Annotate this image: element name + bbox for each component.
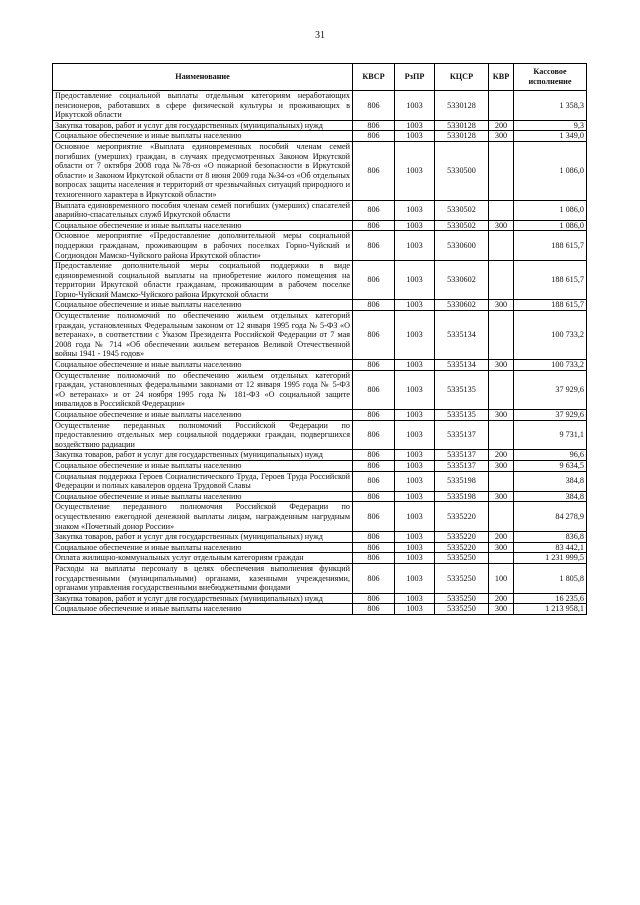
row-rzpr: 1003 (395, 261, 435, 300)
row-kvsr: 806 (353, 553, 395, 564)
header-cash: Кассовое исполнение (514, 64, 587, 91)
row-name: Осуществление полномочий по обеспечению жильем отдельных категорий граждан, установленных федеральными законами от 12 января 1995 года № 5-ФЗ «О ветеранах» и от 24 ноября 1995 года № 181-ФЗ «О социальной защите инвалидов в Российской Федерации» (53, 370, 353, 409)
row-kvr (489, 311, 514, 360)
row-kcsr: 5335220 (435, 542, 489, 553)
row-amount: 100 733,2 (514, 311, 587, 360)
row-rzpr: 1003 (395, 563, 435, 593)
row-kcsr: 5335137 (435, 420, 489, 450)
row-amount: 384,8 (514, 471, 587, 491)
row-kcsr: 5335137 (435, 450, 489, 461)
row-kvr (489, 471, 514, 491)
row-kvr: 200 (489, 532, 514, 543)
row-name: Закупка товаров, работ и услуг для государственных (муниципальных) нужд (53, 593, 353, 604)
row-kvr (489, 553, 514, 564)
row-kcsr: 5335198 (435, 491, 489, 502)
row-kvsr: 806 (353, 450, 395, 461)
row-kvsr: 806 (353, 120, 395, 131)
row-amount: 1 349,0 (514, 131, 587, 142)
row-name: Расходы на выплаты персоналу в целях обеспечения выполнения функций государственными (муниципальными) органами, казенными учреждениями, органами управления государственными внебюджетными фондами (53, 563, 353, 593)
row-amount: 188 615,7 (514, 231, 587, 261)
row-amount: 9 731,1 (514, 420, 587, 450)
row-kvsr: 806 (353, 261, 395, 300)
row-rzpr: 1003 (395, 370, 435, 409)
row-kcsr: 5335250 (435, 604, 489, 615)
row-rzpr: 1003 (395, 542, 435, 553)
row-kcsr: 5335250 (435, 563, 489, 593)
row-rzpr: 1003 (395, 200, 435, 220)
row-rzpr: 1003 (395, 131, 435, 142)
row-kvr: 300 (489, 542, 514, 553)
row-name: Предоставление дополнительной меры социальной поддержки в виде единовременной социальной выплаты на приобретение жилого помещения на территории Иркутской области гражданам, проживающим в рабочем поселке Горно-Чуйский Мамско-Чуйского района Иркутской области (53, 261, 353, 300)
row-name: Осуществление переданных полномочий Российской Федерации по предоставлению отдельных мер социальной поддержки граждан, подвергшихся воздействию радиации (53, 420, 353, 450)
row-kvr: 300 (489, 131, 514, 142)
row-name: Социальное обеспечение и иные выплаты населению (53, 410, 353, 421)
row-kvsr: 806 (353, 231, 395, 261)
table-row (53, 370, 587, 409)
row-name: Выплата единовременного пособия членам семей погибших (умерших) спасателей аварийно-спасательных служб Иркутской области (53, 200, 353, 220)
table-row (53, 420, 587, 450)
row-name: Осуществление переданного полномочия Российской Федерации по осуществлению ежегодной денежной выплаты лицам, награжденным нагрудным знаком «Почетный донор России» (53, 502, 353, 532)
table-row (53, 593, 587, 604)
row-amount: 83 442,1 (514, 542, 587, 553)
row-kcsr: 5335135 (435, 410, 489, 421)
row-kvsr: 806 (353, 311, 395, 360)
table-row (53, 360, 587, 371)
row-rzpr: 1003 (395, 120, 435, 131)
header-kcsr: КЦСР (435, 64, 489, 91)
row-kcsr: 5330128 (435, 91, 489, 121)
row-rzpr: 1003 (395, 91, 435, 121)
row-amount: 37 929,6 (514, 370, 587, 409)
row-amount: 836,8 (514, 532, 587, 543)
row-kcsr: 5335220 (435, 532, 489, 543)
row-kvsr: 806 (353, 460, 395, 471)
table-row (53, 471, 587, 491)
table-row (53, 200, 587, 220)
row-kvr (489, 502, 514, 532)
row-name: Социальное обеспечение и иные выплаты населению (53, 542, 353, 553)
row-kvsr: 806 (353, 491, 395, 502)
row-kvr: 300 (489, 410, 514, 421)
row-kcsr: 5330502 (435, 200, 489, 220)
table-row (53, 532, 587, 543)
table-header-row (53, 64, 587, 91)
table-row (53, 220, 587, 231)
row-amount: 1 086,0 (514, 220, 587, 231)
row-name: Осуществление полномочий по обеспечению жильем отдельных категорий граждан, установленных Федеральным законом от 12 января 1995 года № 5-ФЗ «О ветеранах», в соответствии с Указом Президента Российской Федерации от 7 мая 2008 года № 714 «Об обеспечении жильем ветеранов Великой Отечественной войны 1941 - 1945 годов» (53, 311, 353, 360)
row-name: Предоставление социальной выплаты отдельным категориям неработающих пенсионеров, работавших в сфере физической культуры и проживающих в Иркутской области (53, 91, 353, 121)
table-row (53, 91, 587, 121)
row-name: Оплата жилищно-коммунальных услуг отдельным категориям граждан (53, 553, 353, 564)
row-rzpr: 1003 (395, 231, 435, 261)
row-name: Закупка товаров, работ и услуг для государственных (муниципальных) нужд (53, 450, 353, 461)
budget-table (52, 63, 587, 615)
row-kvsr: 806 (353, 91, 395, 121)
row-kvsr: 806 (353, 131, 395, 142)
row-kcsr: 5330600 (435, 231, 489, 261)
row-kvr: 200 (489, 120, 514, 131)
row-name: Социальное обеспечение и иные выплаты населению (53, 491, 353, 502)
row-kvr: 300 (489, 460, 514, 471)
row-kvr (489, 200, 514, 220)
row-kcsr: 5335220 (435, 502, 489, 532)
row-rzpr: 1003 (395, 604, 435, 615)
row-amount: 1 086,0 (514, 141, 587, 200)
row-name: Основное мероприятие «Выплата единовременных пособий членам семей погибших (умерших) граждан, в случаях предусмотренных Законом Иркутской области от 7 октября 2008 года №78-оз «О пожарной безопасности в Иркутской области» и Законом Иркутской области от 8 июня 2009 года №34-оз «Об отдельных вопросах защиты населения и территорий от чрезвычайных ситуаций природного и техногенного характера в Иркутской области» (53, 141, 353, 200)
row-amount: 1 086,0 (514, 200, 587, 220)
row-kvr: 300 (489, 360, 514, 371)
row-rzpr: 1003 (395, 553, 435, 564)
row-name: Закупка товаров, работ и услуг для государственных (муниципальных) нужд (53, 532, 353, 543)
table-row (53, 491, 587, 502)
row-name: Социальная поддержка Героев Социалистического Труда, Героев Труда Российской Федерации и полных кавалеров ордена Трудовой Славы (53, 471, 353, 491)
row-rzpr: 1003 (395, 300, 435, 311)
row-rzpr: 1003 (395, 450, 435, 461)
table-row (53, 542, 587, 553)
row-rzpr: 1003 (395, 460, 435, 471)
row-amount: 9,3 (514, 120, 587, 131)
row-kcsr: 5330500 (435, 141, 489, 200)
table-row (53, 120, 587, 131)
row-rzpr: 1003 (395, 502, 435, 532)
row-kvr (489, 141, 514, 200)
row-kvsr: 806 (353, 370, 395, 409)
table-row (53, 553, 587, 564)
row-kvr: 300 (489, 300, 514, 311)
row-kcsr: 5335250 (435, 553, 489, 564)
table-row (53, 311, 587, 360)
row-kvr (489, 91, 514, 121)
row-name: Закупка товаров, работ и услуг для государственных (муниципальных) нужд (53, 120, 353, 131)
row-rzpr: 1003 (395, 311, 435, 360)
row-rzpr: 1003 (395, 141, 435, 200)
row-kvr: 200 (489, 450, 514, 461)
table-row (53, 450, 587, 461)
row-kvsr: 806 (353, 200, 395, 220)
row-kvsr: 806 (353, 542, 395, 553)
row-amount: 188 615,7 (514, 300, 587, 311)
row-rzpr: 1003 (395, 593, 435, 604)
row-name: Социальное обеспечение и иные выплаты населению (53, 131, 353, 142)
row-amount: 1 231 999,5 (514, 553, 587, 564)
row-kvr (489, 370, 514, 409)
header-name: Наименование (53, 64, 353, 91)
header-rzpr: РзПР (395, 64, 435, 91)
row-amount: 1 213 958,1 (514, 604, 587, 615)
row-kvr: 300 (489, 491, 514, 502)
row-kcsr: 5330128 (435, 120, 489, 131)
row-kcsr: 5335198 (435, 471, 489, 491)
row-kcsr: 5335137 (435, 460, 489, 471)
table-row (53, 460, 587, 471)
table-row (53, 131, 587, 142)
row-kvsr: 806 (353, 604, 395, 615)
table-row (53, 410, 587, 421)
row-kvsr: 806 (353, 532, 395, 543)
table-row (53, 300, 587, 311)
row-kvsr: 806 (353, 593, 395, 604)
header-kvr: КВР (489, 64, 514, 91)
row-kcsr: 5330128 (435, 131, 489, 142)
row-amount: 384,8 (514, 491, 587, 502)
table-row (53, 563, 587, 593)
row-kvsr: 806 (353, 360, 395, 371)
row-rzpr: 1003 (395, 360, 435, 371)
row-amount: 188 615,7 (514, 261, 587, 300)
row-kvsr: 806 (353, 471, 395, 491)
row-amount: 9 634,5 (514, 460, 587, 471)
row-kvr: 200 (489, 593, 514, 604)
row-name: Социальное обеспечение и иные выплаты населению (53, 360, 353, 371)
row-amount: 1 358,3 (514, 91, 587, 121)
table-row (53, 502, 587, 532)
row-rzpr: 1003 (395, 420, 435, 450)
row-kvsr: 806 (353, 220, 395, 231)
row-kvr: 300 (489, 220, 514, 231)
row-kcsr: 5335250 (435, 593, 489, 604)
row-amount: 37 929,6 (514, 410, 587, 421)
row-kcsr: 5330602 (435, 300, 489, 311)
row-name: Социальное обеспечение и иные выплаты населению (53, 604, 353, 615)
row-rzpr: 1003 (395, 410, 435, 421)
row-kvsr: 806 (353, 420, 395, 450)
row-kvr (489, 231, 514, 261)
row-kcsr: 5330502 (435, 220, 489, 231)
row-kvsr: 806 (353, 300, 395, 311)
row-name: Социальное обеспечение и иные выплаты населению (53, 300, 353, 311)
row-name: Социальное обеспечение и иные выплаты населению (53, 460, 353, 471)
row-amount: 100 733,2 (514, 360, 587, 371)
row-kvr: 300 (489, 604, 514, 615)
row-kvsr: 806 (353, 502, 395, 532)
row-amount: 96,6 (514, 450, 587, 461)
table-row (53, 141, 587, 200)
row-name: Основное мероприятие «Предоставление дополнительной меры социальной поддержки гражданам, проживающим в рабочих поселках Горно-Чуйский и Согдиондон Мамско-Чуйского района Иркутской области» (53, 231, 353, 261)
table-row (53, 604, 587, 615)
row-name: Социальное обеспечение и иные выплаты населению (53, 220, 353, 231)
row-kvsr: 806 (353, 563, 395, 593)
row-kcsr: 5335134 (435, 360, 489, 371)
row-kcsr: 5330602 (435, 261, 489, 300)
row-amount: 16 235,6 (514, 593, 587, 604)
row-kcsr: 5335134 (435, 311, 489, 360)
row-kvr: 100 (489, 563, 514, 593)
row-kvsr: 806 (353, 410, 395, 421)
row-rzpr: 1003 (395, 220, 435, 231)
header-kvsr: КВСР (353, 64, 395, 91)
row-kvsr: 806 (353, 141, 395, 200)
row-kvr (489, 261, 514, 300)
table-row (53, 261, 587, 300)
row-rzpr: 1003 (395, 471, 435, 491)
row-kvr (489, 420, 514, 450)
row-kcsr: 5335135 (435, 370, 489, 409)
row-amount: 84 278,9 (514, 502, 587, 532)
row-rzpr: 1003 (395, 491, 435, 502)
page-number: 31 (315, 30, 325, 41)
row-amount: 1 805,8 (514, 563, 587, 593)
table-row (53, 231, 587, 261)
row-rzpr: 1003 (395, 532, 435, 543)
